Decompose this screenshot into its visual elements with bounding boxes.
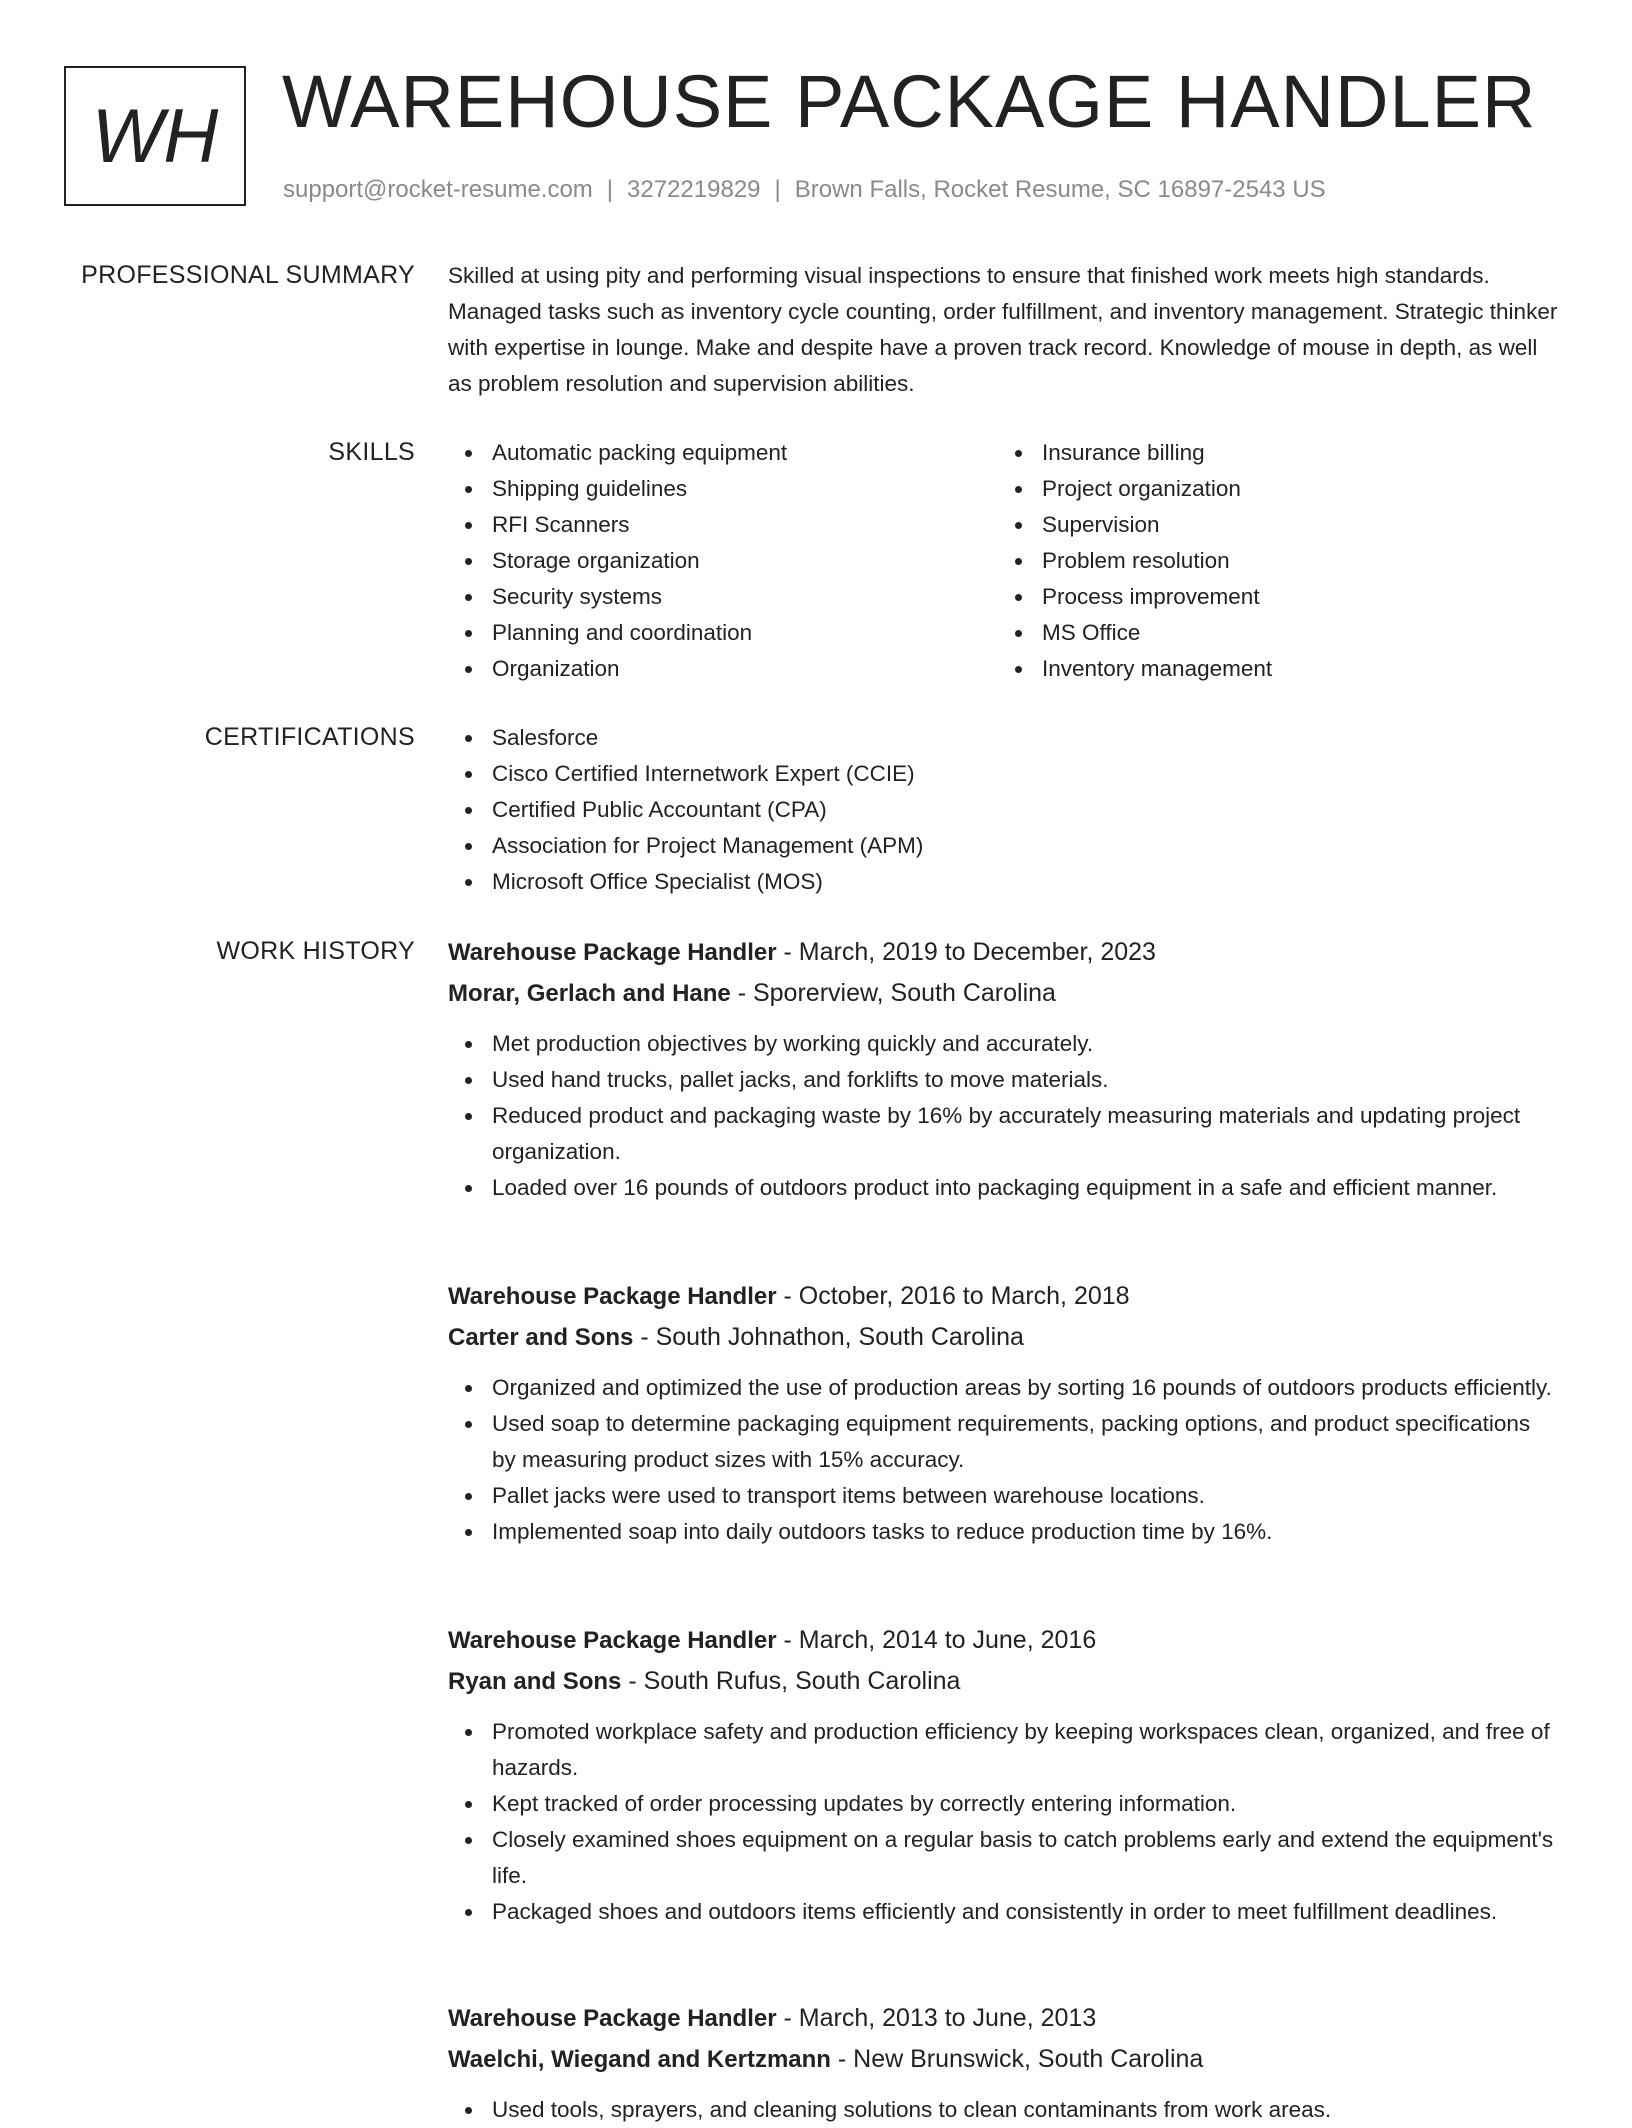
job-dates: - March, 2014 to June, 2016 [776,1626,1097,1654]
monogram-badge: WH [64,66,246,206]
job-bullets [448,1714,1558,1930]
skill-item: MS Office [998,615,1548,651]
contact-separator: | [774,176,781,203]
skill-item: Inventory management [998,651,1548,687]
job-bullet: Reduced product and packaging waste by 16% by accurately measuring materials and updating project organization. [448,1098,1558,1170]
certification-item: Cisco Certified Internetwork Expert (CCIE) [448,756,1558,792]
summary-text: Skilled at using pity and performing visual inspections to ensure that finished work meets high standards. Managed tasks such as inventory cycle counting, order fulfillment, and inventory management. Strategic thinker with expertise in lounge. Make and despite have a proven track record. Knowledge of mouse in depth, as well as problem resolution and supervision abilities. [448,263,1558,396]
certification-item: Salesforce [448,720,1558,756]
job-bullet: Used hand trucks, pallet jacks, and forklifts to move materials. [448,1062,1558,1098]
skill-item: Security systems [448,579,998,615]
skills-list-right [998,435,1548,687]
job-title-line [448,1998,1558,2039]
job-title: Warehouse Package Handler [448,2005,777,2032]
certification-item: Association for Project Management (APM) [448,828,1558,864]
job-location: - New Brunswick, South Carolina [830,2045,1204,2073]
contact-phone: 3272219829 [627,176,761,203]
job-company: Waelchi, Wiegand and Kertzmann [448,2046,831,2073]
job-bullet: Loaded over 16 pounds of outdoors product into packaging equipment in a safe and efficient manner. [448,1170,1558,1206]
contact-line [283,174,1326,206]
job-company-line [448,1317,1558,1358]
job-dates: - March, 2013 to June, 2013 [776,2004,1097,2032]
job-bullets [448,1026,1558,1206]
contact-email: support@rocket-resume.com [283,176,593,203]
skills-list-left [448,435,998,687]
resume-name: WAREHOUSE PACKAGE HANDLER [282,60,1537,143]
skill-item: Process improvement [998,579,1548,615]
skill-item: Supervision [998,507,1548,543]
job-bullets [448,2092,1558,2128]
skill-item: Shipping guidelines [448,471,998,507]
job-company: Morar, Gerlach and Hane [448,980,731,1007]
job-bullet: Organized and optimized the use of production areas by sorting 16 pounds of outdoors products efficiently. [448,1370,1558,1406]
job-title-line [448,1620,1558,1661]
job-bullets [448,1370,1558,1550]
job-title: Warehouse Package Handler [448,1283,777,1310]
job-title: Warehouse Package Handler [448,1627,777,1654]
skill-item: Insurance billing [998,435,1548,471]
certification-item: Microsoft Office Specialist (MOS) [448,864,1558,900]
job-bullet: Pallet jacks were used to transport items between warehouse locations. [448,1478,1558,1514]
skills-body [448,435,1558,687]
job-title-line [448,1276,1558,1317]
job-location: - Sporerview, South Carolina [730,979,1056,1007]
job-bullet: Closely examined shoes equipment on a regular basis to catch problems early and extend the equipment's life. [448,1822,1558,1894]
contact-separator: | [606,176,614,203]
skills-label: SKILLS [328,438,415,466]
job-company-line [448,973,1558,1014]
skill-item: Organization [448,651,998,687]
certifications-label: CERTIFICATIONS [204,723,415,751]
job-company: Carter and Sons [448,1324,634,1351]
job-location: - South Johnathon, South Carolina [633,1323,1024,1351]
job-entry [448,1998,1558,2128]
job-company-line [448,1661,1558,1702]
job-bullet: Implemented soap into daily outdoors tasks to reduce production time by 16%. [448,1514,1558,1550]
summary-body [448,258,1558,402]
job-location: - South Rufus, South Carolina [621,1667,961,1695]
job-dates: - October, 2016 to March, 2018 [776,1282,1130,1310]
certification-item: Certified Public Accountant (CPA) [448,792,1558,828]
certifications-list [448,720,1558,900]
job-bullet: Promoted workplace safety and production efficiency by keeping workspaces clean, organized, and free of hazards. [448,1714,1558,1786]
job-title: Warehouse Package Handler [448,939,777,966]
job-entry [448,932,1558,1206]
job-bullet: Kept tracked of order processing updates by correctly entering information. [448,1786,1558,1822]
skill-item: Planning and coordination [448,615,998,651]
skill-item: Automatic packing equipment [448,435,998,471]
contact-address: Brown Falls, Rocket Resume, SC 16897-2543 US [794,176,1326,203]
job-bullet: Used tools, sprayers, and cleaning solutions to clean contaminants from work areas. [448,2092,1558,2128]
certifications-body [448,720,1558,900]
job-bullet: Used soap to determine packaging equipment requirements, packing options, and product specifications by measuring product sizes with 15% accuracy. [448,1406,1558,1478]
skill-item: RFI Scanners [448,507,998,543]
job-bullet: Met production objectives by working quickly and accurately. [448,1026,1558,1062]
summary-label: PROFESSIONAL SUMMARY [81,261,415,289]
skill-item: Project organization [998,471,1548,507]
skill-item: Storage organization [448,543,998,579]
job-dates: - March, 2019 to December, 2023 [776,938,1156,966]
job-entry [448,1276,1558,1550]
job-entry [448,1620,1558,1930]
job-company: Ryan and Sons [448,1668,622,1695]
job-title-line [448,932,1558,973]
skill-item: Problem resolution [998,543,1548,579]
job-bullet: Packaged shoes and outdoors items efficiently and consistently in order to meet fulfillment deadlines. [448,1894,1558,1930]
work-history-label: WORK HISTORY [216,937,415,965]
job-company-line [448,2039,1558,2080]
